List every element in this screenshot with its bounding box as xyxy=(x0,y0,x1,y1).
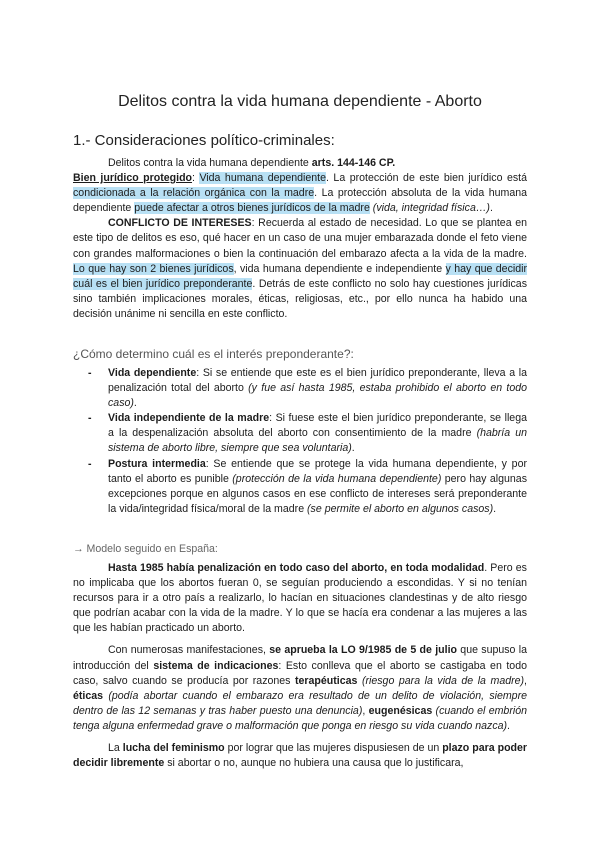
section-3-body xyxy=(73,561,527,771)
list-item: - Postura intermedia: Se entiende que se protege la vida humana dependiente, y por tanto el aborto es punible (protección de la vida humana dependiente) pero hay algunas excepciones porque en algunos casos en ese conflicto de intereses será preponderante la vida/integridad física/moral de la madre (se permite el aborto en algunos casos). xyxy=(88,457,527,515)
list-item: - Vida independiente de la madre: Si fuese este el bien jurídico preponderante, se llega a la despenalización absoluta del aborto con consentimiento de la madre (habría un sistema de aborto libre, siempre que sea voluntaria). xyxy=(88,412,528,455)
paragraph-feminismo: La lucha del feminismo por lograr que las mujeres dispusiesen de un plazo para poder decidir libremente si abortar o no, aunque no hubiera una causa que lo justificara, xyxy=(73,742,528,770)
paragraph-hasta-1985: Hasta 1985 había penalización en todo caso del aborto, en toda modalidad. Pero es no implicaba que los abortos fueran 0, se seguían produciendo a escondidas. Y si no tenían recursos para ir a otro país a realizarlo, lo hacían en situaciones clandestinas y de alto riesgo que podrían acabar con la vida de la madre. Y lo que se hacía era condenar a las mujeres a las que les habían practicado un aborto. xyxy=(73,562,527,635)
list-item: - Vida dependiente: Si se entiende que este es el bien jurídico preponderante, lleva a la penalización total del aborto (y fue así hasta 1985, estaba prohibido el aborto en todo caso). xyxy=(88,367,527,410)
interest-list xyxy=(88,366,527,517)
paragraph-articles: Delitos contra la vida humana dependiente arts. 144-146 CP. xyxy=(108,157,396,169)
section-1-body xyxy=(73,156,527,322)
paragraph-conflicto: CONFLICTO DE INTERESES: Recuerda al estado de necesidad. Lo que se plantea en este tipo de delitos es eso, qué hacer en un caso de una mujer embarazada donde el feto viene con grandes malformaciones o bien la continuación del embarazo afecta a la vida de la madre. Lo que hay son 2 bienes jurídicos, vida humana dependiente e independiente y hay que decidir cuál es el bien jurídico preponderante. Detrás de este conflicto no solo hay cuestiones jurídicas sino también implicaciones morales, éticas, religiosas, etc., por ello nunca ha habido una decisión unánime ni sencilla en este conflicto. xyxy=(73,217,527,320)
page-title: Delitos contra la vida humana dependiente - Aborto xyxy=(118,93,482,110)
paragraph-lo-1985: Con numerosas manifestaciones, se aprueba la LO 9/1985 de 5 de julio que supuso la introducción del sistema de indicaciones: Esto conlleva que el aborto se castigaba en todo caso, salvo cuando se producía por razones terapéuticas (riesgo para la vida de la madre), éticas (podía abortar cuando el embarazo era resultado de un delito de violación, siempre dentro de las 12 semanas y tras haber puesto una denuncia), eugenésicas (cuando el embrión tenga alguna enfermedad grave o malformación que ponga en riesgo su vida cuando nazca). xyxy=(73,644,527,732)
section-heading-3: → Modelo seguido en España: xyxy=(73,543,218,555)
section-heading-2: ¿Cómo determino cuál es el interés preponderante?: xyxy=(73,347,354,361)
section-heading-1: 1.- Consideraciones político-criminales: xyxy=(73,132,335,149)
paragraph-bien-juridico: Bien jurídico protegido: Vida humana dependiente. La protección de este bien jurídico está condicionada a la relación orgánica con la madre. La protección absoluta de la vida humana dependiente puede afectar a otros bienes jurídicos de la madre (vida, integridad física…). xyxy=(73,172,527,215)
